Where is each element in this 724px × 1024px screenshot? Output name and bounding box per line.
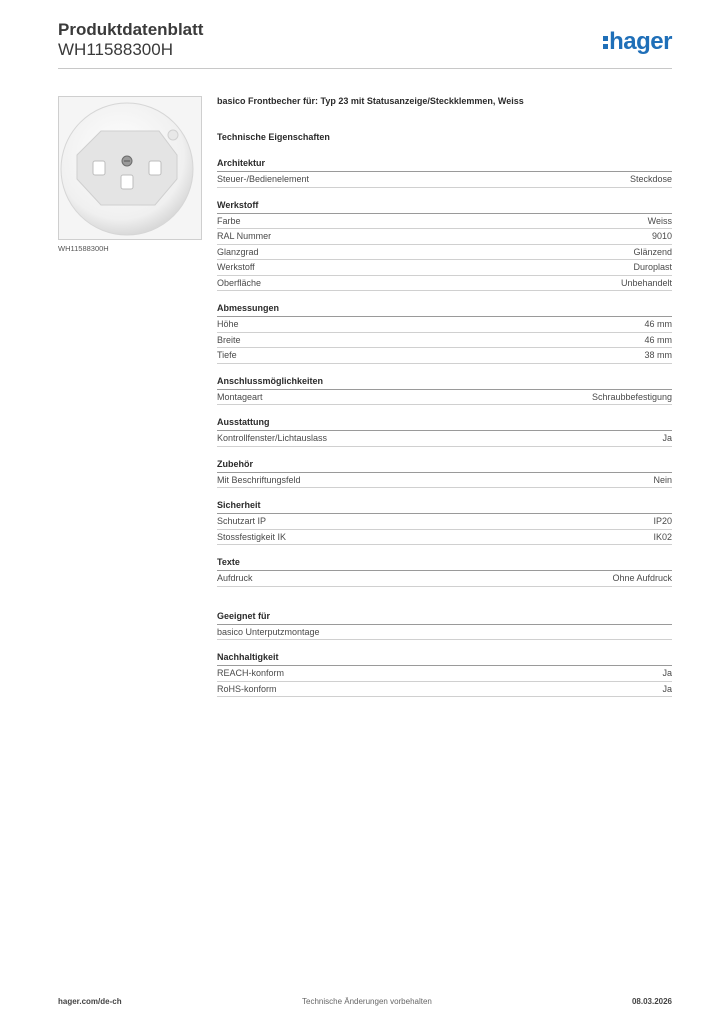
section-5 <box>217 457 672 489</box>
property-row <box>217 625 672 641</box>
logo-text: hager <box>609 28 672 55</box>
property-row <box>217 276 672 292</box>
property-value: 9010 <box>651 231 672 241</box>
property-label: Tiefe <box>217 350 237 360</box>
property-label: Stossfestigkeit IK <box>217 531 287 542</box>
property-value: Weiss <box>647 215 672 226</box>
property-label: REACH-konform <box>217 668 285 678</box>
footer-website[interactable]: hager.com/de-ch <box>58 997 122 1006</box>
property-sections <box>217 156 672 697</box>
header-divider <box>58 68 672 69</box>
property-row <box>217 530 672 546</box>
property-label: basico Unterputzmontage <box>217 626 320 637</box>
section-9 <box>217 650 672 697</box>
property-label: Montageart <box>217 391 263 402</box>
property-value: IP20 <box>653 516 672 526</box>
property-label: RAL Nummer <box>217 231 272 241</box>
property-label: Schutzart IP <box>217 516 267 526</box>
socket-illustration <box>59 97 201 239</box>
section-heading: Architektur <box>217 156 672 172</box>
product-image <box>58 96 202 240</box>
property-value: Steckdose <box>629 174 672 184</box>
property-row <box>217 682 672 698</box>
section-3 <box>217 374 672 406</box>
page-header <box>58 20 672 68</box>
property-label: Farbe <box>217 215 241 226</box>
product-data-content <box>217 94 672 697</box>
property-label: Oberfläche <box>217 277 262 288</box>
section-4 <box>217 415 672 447</box>
section-6 <box>217 498 672 545</box>
property-value: Ja <box>662 433 672 443</box>
section-heading: Geeignet für <box>217 609 672 625</box>
property-row <box>217 260 672 276</box>
property-value: Ohne Aufdruck <box>612 573 672 583</box>
property-row <box>217 571 672 587</box>
property-label: Mit Beschriftungsfeld <box>217 474 301 485</box>
property-label: Werkstoff <box>217 262 255 272</box>
section-heading: Zubehör <box>217 457 672 473</box>
property-label: Höhe <box>217 319 239 329</box>
property-label: Steuer-/Bedienelement <box>217 174 310 184</box>
section-heading: Sicherheit <box>217 498 672 514</box>
property-value: Duroplast <box>633 262 672 272</box>
pin-hole-left <box>93 161 105 175</box>
section-1 <box>217 198 672 292</box>
section-2 <box>217 301 672 364</box>
property-value: Glänzend <box>633 246 672 257</box>
property-row <box>217 245 672 261</box>
property-label: Kontrollfenster/Lichtauslass <box>217 433 328 443</box>
property-value: 46 mm <box>644 319 672 329</box>
property-row <box>217 390 672 406</box>
property-value: IK02 <box>653 531 672 542</box>
section-heading: Abmessungen <box>217 301 672 317</box>
property-label: Glanzgrad <box>217 246 259 257</box>
article-number: WH11588300H <box>58 40 173 59</box>
section-7 <box>217 555 672 587</box>
section-8 <box>217 609 672 641</box>
logo-dots-icon <box>603 34 608 50</box>
property-label: Breite <box>217 334 241 345</box>
property-row <box>217 514 672 530</box>
property-row <box>217 172 672 188</box>
image-caption: WH11588300H <box>58 244 109 253</box>
property-value: Nein <box>653 474 672 485</box>
section-heading: Ausstattung <box>217 415 672 431</box>
pin-hole-bottom <box>121 175 133 189</box>
section-heading: Nachhaltigkeit <box>217 650 672 666</box>
property-row <box>217 317 672 333</box>
hager-logo <box>603 28 672 56</box>
document-title: Produktdatenblatt <box>58 20 204 39</box>
product-title: basico Frontbecher für: Typ 23 mit Statusanzeige/Steckklemmen, Weiss <box>217 96 524 106</box>
section-heading: Anschlussmöglichkeiten <box>217 374 672 390</box>
section-heading: Texte <box>217 555 672 571</box>
property-value: Ja <box>662 683 672 694</box>
property-value: Ja <box>662 668 672 678</box>
pin-hole-right <box>149 161 161 175</box>
property-row <box>217 431 672 447</box>
footer-notice: Technische Änderungen vorbehalten <box>302 997 432 1006</box>
property-value: Schraubbefestigung <box>591 391 672 402</box>
property-value: 46 mm <box>644 334 672 345</box>
property-label: RoHS-konform <box>217 683 277 694</box>
property-row <box>217 666 672 682</box>
property-row <box>217 333 672 349</box>
socket-recess <box>77 131 177 205</box>
tech-properties-heading: Technische Eigenschaften <box>217 132 330 142</box>
property-row <box>217 229 672 245</box>
property-value: Unbehandelt <box>620 277 672 288</box>
section-0 <box>217 156 672 188</box>
property-label: Aufdruck <box>217 573 253 583</box>
status-indicator-icon <box>168 130 178 140</box>
footer-date: 08.03.2026 <box>631 997 672 1006</box>
section-heading: Werkstoff <box>217 198 672 214</box>
property-row <box>217 214 672 230</box>
property-value: 38 mm <box>644 350 672 360</box>
property-row <box>217 348 672 364</box>
property-row <box>217 473 672 489</box>
